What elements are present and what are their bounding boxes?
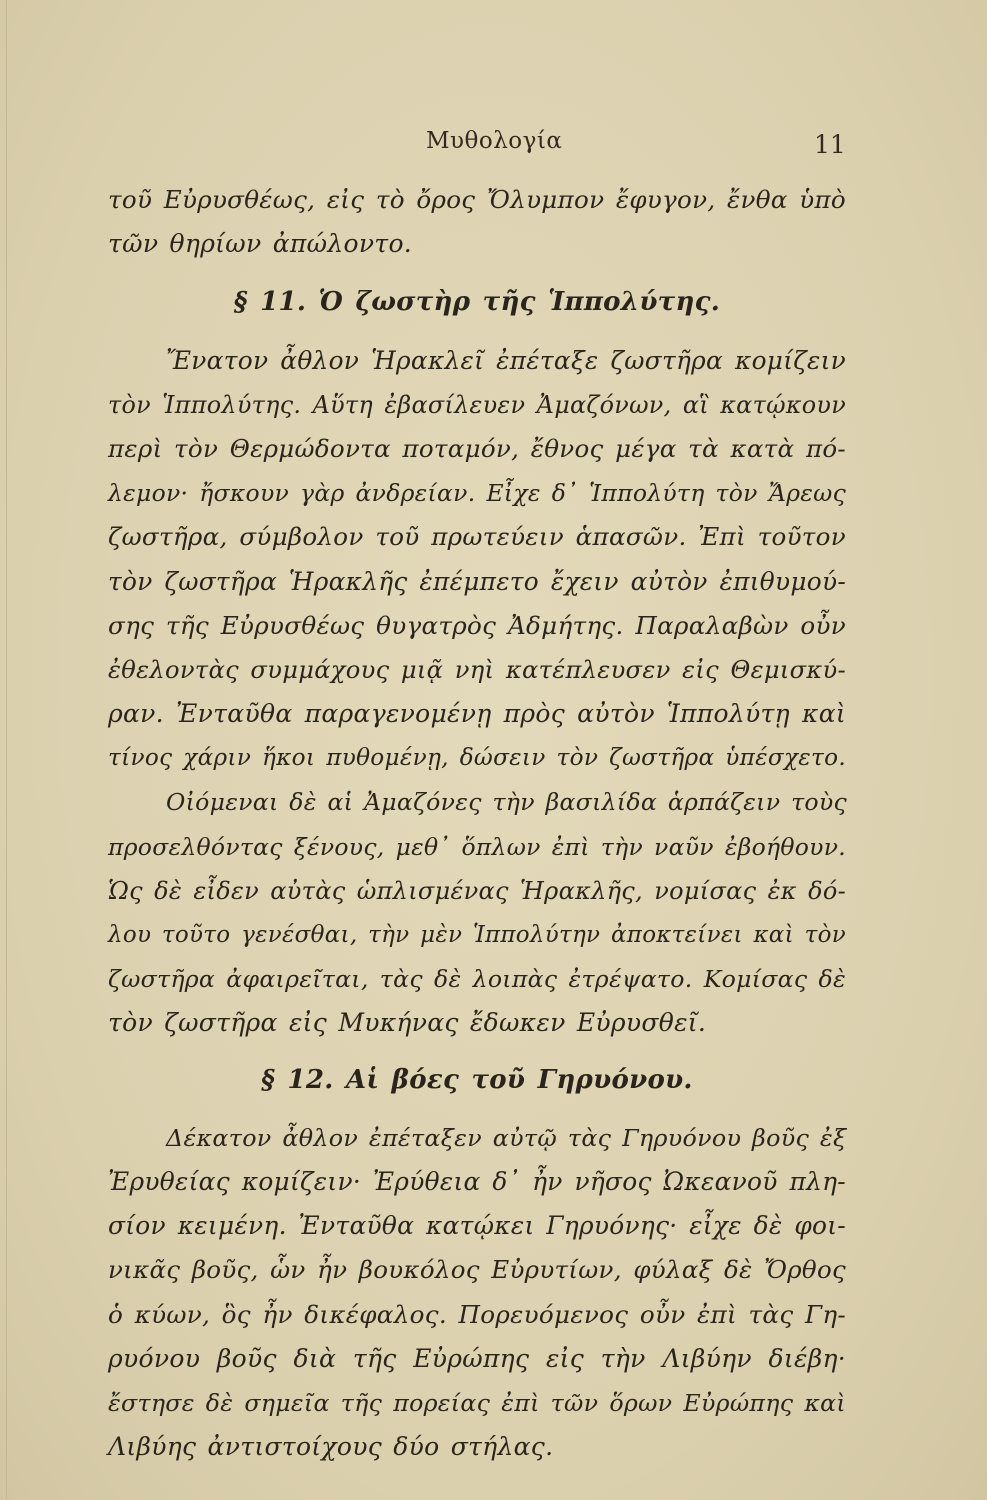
section-heading-12: § 12. Αἱ βόες τοῦ Γηρυόνου. [261, 1064, 693, 1095]
running-title: Μυθολογία [426, 128, 563, 154]
page-header [0, 128, 987, 164]
text-line: τίνος χάριν ἥκοι πυθομένῃ, δώσειν τὸν ζωστῆρα ὑπέσχετο. [108, 745, 846, 772]
page-edge [6, 0, 7, 1500]
page-number: 11 [814, 130, 846, 159]
text-line: λεμον· ἤσκουν γὰρ ἀνδρείαν. Εἶχε δ᾿ Ἱππολύτη τὸν Ἄρεως [108, 479, 846, 508]
text-line: τῶν θηρίων ἀπώλοντο. [108, 229, 413, 259]
text-line: ὁ κύων, ὃς ἦν δικέφαλος. Πορευόμενος οὖν ἐπὶ τὰς Γη- [108, 1299, 846, 1329]
text-line: ζωστῆρα, σύμβολον τοῦ πρωτεύειν ἁπασῶν. Ἐπὶ τοῦτον [108, 522, 846, 552]
text-line: σης τῆς Εὐρυσθέως θυγατρὸς Ἀδμήτης. Παραλαβὼν οὖν [108, 610, 846, 640]
text-line: ἔστησε δὲ σημεῖα τῆς πορείας ἐπὶ τῶν ὅρων Εὐρώπης καὶ [108, 1388, 846, 1417]
text-line: προσελθόντας ξένους, μεθ᾿ ὅπλων ἐπὶ τὴν ναῦν ἐβοήθουν. [108, 832, 846, 861]
text-line: σίον κειμένη. Ἐνταῦθα κατῴκει Γηρυόνης· εἶχε δὲ φοι- [108, 1211, 846, 1241]
text-line: νικᾶς βοῦς, ὧν ἦν βουκόλος Εὐρυτίων, φύλαξ δὲ Ὄρθος [108, 1255, 846, 1285]
text-line: τὸν Ἱππολύτης. Αὕτη ἐβασίλευεν Ἀμαζόνων, αἳ κατῴκουν [108, 390, 846, 419]
text-line: Δέκατον ἆθλον ἐπέταξεν αὐτῷ τὰς Γηρυόνου βοῦς ἐξ [166, 1123, 847, 1152]
text-line: Ἐρυθείας κομίζειν· Ἐρύθεια δ᾿ ἦν νῆσος Ὠκεανοῦ πλη- [108, 1166, 846, 1196]
text-line: ζωστῆρα ἀφαιρεῖται, τὰς δὲ λοιπὰς ἐτρέψατο. Κομίσας δὲ [108, 965, 846, 994]
text-line: τοῦ Εὐρυσθέως, εἰς τὸ ὄρος Ὄλυμπον ἔφυγον, ἔνθα ὑπὸ [108, 185, 846, 214]
text-line: λου τοῦτο γενέσθαι, τὴν μὲν Ἱππολύτην ἀποκτείνει καὶ τὸν [108, 922, 846, 948]
body-text [108, 178, 846, 1469]
text-line: τὸν ζωστῆρα εἰς Μυκήνας ἔδωκεν Εὐρυσθεῖ. [108, 1008, 707, 1038]
text-line: περὶ τὸν Θερμώδοντα ποταμόν, ἔθνος μέγα τὰ κατὰ πό- [108, 433, 846, 463]
text-line: Οἰόμεναι δὲ αἱ Ἀμαζόνες τὴν βασιλίδα ἁρπάζειν τοὺς [166, 788, 847, 817]
text-line: ρυόνου βοῦς διὰ τῆς Εὐρώπης εἰς τὴν Λιβύην διέβη· [108, 1343, 846, 1373]
text-line: Ἔνατον ἆθλον Ἡρακλεῖ ἐπέταξε ζωστῆρα κομίζειν [166, 345, 846, 375]
text-line: τὸν ζωστῆρα Ἡρακλῆς ἐπέμπετο ἔχειν αὐτὸν ἐπιθυμού- [108, 566, 846, 596]
text-line: Λιβύης ἀντιστοίχους δύο στήλας. [108, 1432, 554, 1462]
text-line: Ὡς δὲ εἶδεν αὐτὰς ὡπλισμένας Ἡρακλῆς, νομίσας ἐκ δό- [108, 876, 846, 905]
text-line: ραν. Ἐνταῦθα παραγενομένῃ πρὸς αὐτὸν Ἱππολύτῃ καὶ [108, 699, 846, 729]
text-line: ἐθελοντὰς συμμάχους μιᾷ νηὶ κατέπλευσεν εἰς Θεμισκύ- [108, 655, 846, 684]
section-heading-11: § 11. Ὁ ζωστὴρ τῆς Ἱππολύτης. [233, 287, 721, 318]
